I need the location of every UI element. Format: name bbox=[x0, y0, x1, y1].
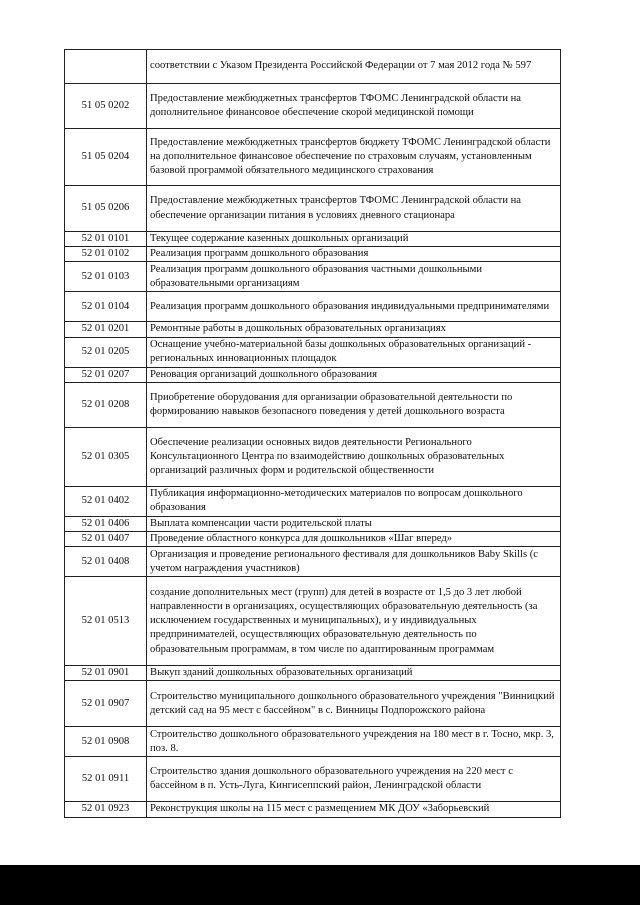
description-cell: создание дополнительных мест (групп) для детей в возрасте от 1,5 до 3 лет любой направленности в организациях, осуществляющих образовательную деятельность (за исключением государственных и муниципальных), и у индивидуальных предпринимателей, осуществляющих образовательную деятельность по образовательным программам, в том числе по адаптированным программам bbox=[147, 577, 561, 666]
code-cell: 52 01 0201 bbox=[65, 322, 147, 337]
code-cell: 52 01 0406 bbox=[65, 516, 147, 531]
description-cell: Строительство муниципального дошкольного образовательного учреждения "Винницкий детский сад на 95 мест с бассейном" в с. Винницы Подпорожского района bbox=[147, 681, 561, 727]
table-row bbox=[65, 262, 561, 292]
code-cell: 51 05 0206 bbox=[65, 186, 147, 232]
description-cell: Приобретение оборудования для организации образовательной деятельности по формированию навыков безопасного поведения у детей дошкольного возраста bbox=[147, 382, 561, 427]
table-row bbox=[65, 666, 561, 681]
description-cell: Предоставление межбюджетных трансфертов ТФОМС Ленинградской области на обеспечение организации питания в условиях дневного стационара bbox=[147, 186, 561, 232]
table-row bbox=[65, 186, 561, 232]
description-cell: Ремонтные работы в дошкольных образовательных организациях bbox=[147, 322, 561, 337]
table-row bbox=[65, 292, 561, 322]
table-row bbox=[65, 367, 561, 382]
table-row bbox=[65, 802, 561, 817]
description-cell: Проведение областного конкурса для дошкольников «Шаг вперед» bbox=[147, 532, 561, 547]
code-cell: 52 01 0908 bbox=[65, 727, 147, 757]
code-cell: 52 01 0103 bbox=[65, 262, 147, 292]
description-cell: Строительство здания дошкольного образовательного учреждения на 220 мест с бассейном в п. Усть-Луга, Кингисеппский район, Ленинградской области bbox=[147, 757, 561, 802]
code-cell: 52 01 0407 bbox=[65, 532, 147, 547]
table-row bbox=[65, 516, 561, 531]
code-cell: 52 01 0408 bbox=[65, 547, 147, 577]
description-cell: соответствии с Указом Президента Российской Федерации от 7 мая 2012 года № 597 bbox=[147, 50, 561, 84]
table-row bbox=[65, 129, 561, 186]
code-cell: 52 01 0305 bbox=[65, 427, 147, 486]
description-cell: Предоставление межбюджетных трансфертов ТФОМС Ленинградской области на дополнительное финансовое обеспечение скорой медицинской помощи bbox=[147, 84, 561, 129]
code-cell bbox=[65, 50, 147, 84]
description-cell: Оснащение учебно-материальной базы дошкольных образовательных организаций - региональных инновационных площадок bbox=[147, 337, 561, 367]
description-cell: Реализация программ дошкольного образования частными дошкольными образовательными организациям bbox=[147, 262, 561, 292]
description-cell: Выкуп зданий дошкольных образовательных организаций bbox=[147, 666, 561, 681]
description-cell: Обеспечение реализации основных видов деятельности Регионального Консультационного Центра по взаимодействию дошкольных образовательных организаций различных форм и родительской общественности bbox=[147, 427, 561, 486]
table-row bbox=[65, 427, 561, 486]
description-cell: Реконструкция школы на 115 мест с размещением МК ДОУ «Заборьевский bbox=[147, 802, 561, 817]
description-cell: Реализация программ дошкольного образования bbox=[147, 247, 561, 262]
table-row bbox=[65, 337, 561, 367]
table-row bbox=[65, 382, 561, 427]
table-row bbox=[65, 247, 561, 262]
table-row bbox=[65, 532, 561, 547]
description-cell: Реновация организаций дошкольного образования bbox=[147, 367, 561, 382]
description-cell: Выплата компенсации части родительской платы bbox=[147, 516, 561, 531]
table-row bbox=[65, 84, 561, 129]
description-cell: Публикация информационно-методических материалов по вопросам дошкольного образования bbox=[147, 486, 561, 516]
code-cell: 51 05 0202 bbox=[65, 84, 147, 129]
table-row bbox=[65, 727, 561, 757]
scan-border-bottom bbox=[0, 865, 640, 905]
description-cell: Строительство дошкольного образовательного учреждения на 180 мест в г. Тосно, мкр. 3, поз. 8. bbox=[147, 727, 561, 757]
code-cell: 52 01 0907 bbox=[65, 681, 147, 727]
code-cell: 51 05 0204 bbox=[65, 129, 147, 186]
table-row bbox=[65, 50, 561, 84]
code-cell: 52 01 0104 bbox=[65, 292, 147, 322]
code-cell: 52 01 0207 bbox=[65, 367, 147, 382]
description-cell: Организация и проведение регионального фестиваля для дошкольников Baby Skills (с учетом награждения участников) bbox=[147, 547, 561, 577]
code-cell: 52 01 0402 bbox=[65, 486, 147, 516]
code-cell: 52 01 0513 bbox=[65, 577, 147, 666]
code-cell: 52 01 0101 bbox=[65, 232, 147, 247]
code-cell: 52 01 0911 bbox=[65, 757, 147, 802]
table-row bbox=[65, 577, 561, 666]
table-row bbox=[65, 681, 561, 727]
table-row bbox=[65, 757, 561, 802]
table-row bbox=[65, 486, 561, 516]
code-cell: 52 01 0208 bbox=[65, 382, 147, 427]
code-cell: 52 01 0102 bbox=[65, 247, 147, 262]
budget-codes-body bbox=[65, 50, 561, 818]
budget-codes-table bbox=[64, 49, 561, 818]
description-cell: Текущее содержание казенных дошкольных организаций bbox=[147, 232, 561, 247]
code-cell: 52 01 0205 bbox=[65, 337, 147, 367]
description-cell: Предоставление межбюджетных трансфертов бюджету ТФОМС Ленинградской области на дополнительное финансовое обеспечение по страховым случаям, установленным базовой программой обязательного медицинского страхования bbox=[147, 129, 561, 186]
table-row bbox=[65, 232, 561, 247]
description-cell: Реализация программ дошкольного образования индивидуальными предпринимателями bbox=[147, 292, 561, 322]
code-cell: 52 01 0901 bbox=[65, 666, 147, 681]
code-cell: 52 01 0923 bbox=[65, 802, 147, 817]
table-row bbox=[65, 322, 561, 337]
table-row bbox=[65, 547, 561, 577]
